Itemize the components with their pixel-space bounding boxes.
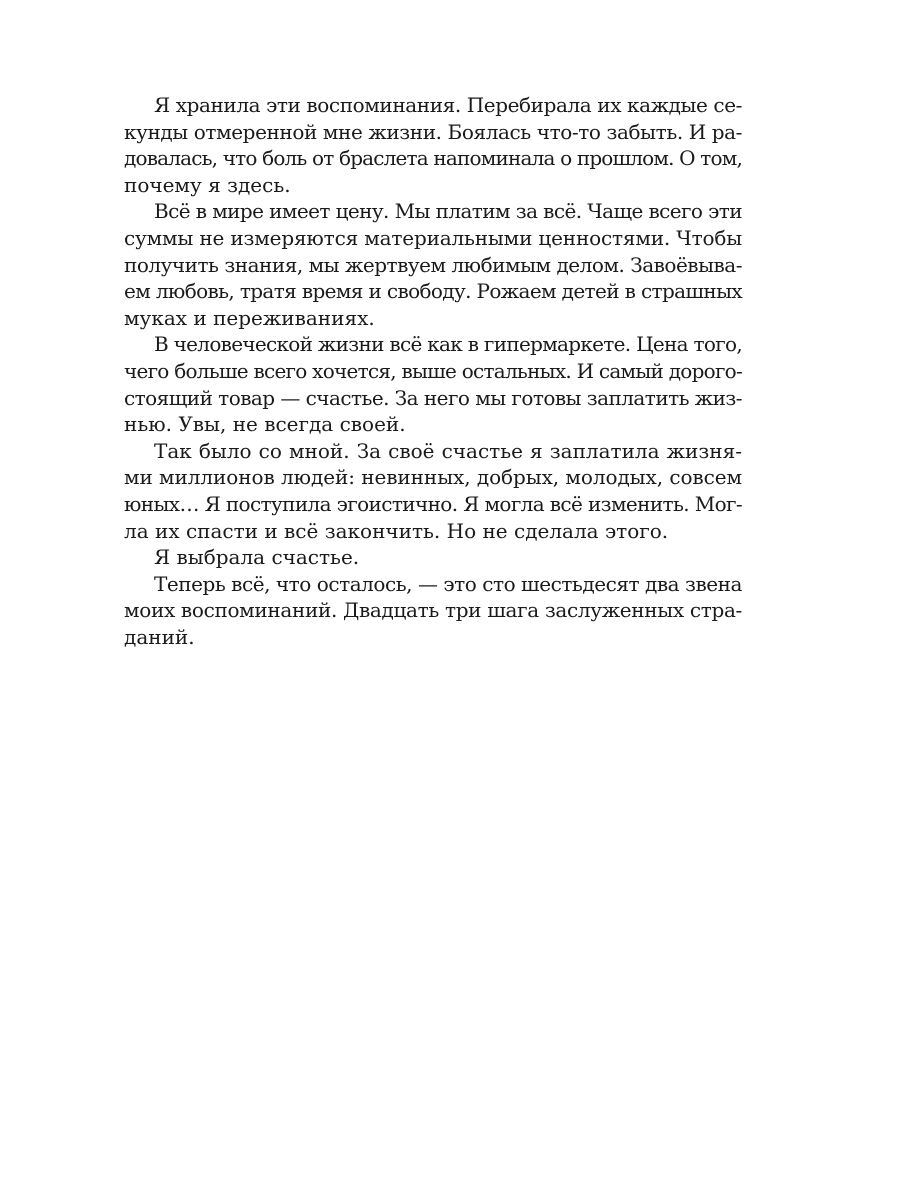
text-line: получить знания, мы жертвуем любимым делом. Завоёвыва- — [124, 252, 742, 277]
text-line: В человеческой жизни всё как в гипермаркете. Цена того, — [154, 332, 742, 357]
paragraph-1 — [124, 92, 742, 198]
text-line: Всё в мире имеет цену. Мы платим за всё. Чаще всего эти — [154, 199, 742, 224]
paragraph-3 — [124, 331, 742, 437]
paragraph-4 — [124, 438, 742, 544]
paragraph-6 — [124, 571, 742, 651]
text-line: даний. — [124, 624, 195, 649]
paragraph-5 — [124, 544, 742, 571]
text-line: суммы не измеряются материальными ценностями. Чтобы — [124, 225, 742, 250]
text-line: довалась, что боль от браслета напоминала о прошлом. О том, — [124, 146, 743, 171]
text-line: чего больше всего хочется, выше остальных. И самый дорого- — [124, 358, 742, 383]
text-line: Теперь всё, что осталось, — это сто шестьдесят два звена — [154, 571, 742, 596]
text-line: Я выбрала счастье. — [154, 545, 360, 570]
text-line: ми миллионов людей: невинных, добрых, молодых, совсем — [124, 465, 742, 490]
text-line: ем любовь, тратя время и свободу. Рожаем детей в страшных — [124, 279, 742, 304]
text-line: стоящий товар — счастье. За него мы готовы заплатить жиз- — [124, 385, 743, 410]
text-line: Так было со мной. За своё счастье я заплатила жизня- — [154, 438, 742, 463]
paragraph-2 — [124, 198, 742, 331]
body-text — [124, 92, 742, 650]
text-line: муках и переживаниях. — [124, 305, 375, 330]
text-line: юных… Я поступила эгоистично. Я могла всё изменить. Мог- — [124, 491, 742, 516]
text-line: Я хранила эти воспоминания. Перебирала их каждые се- — [154, 93, 742, 117]
text-line: ла их спасти и всё закончить. Но не сделала этого. — [124, 518, 669, 543]
text-line: нью. Увы, не всегда своей. — [124, 412, 406, 437]
text-line: кунды отмеренной мне жизни. Боялась что-то забыть. И ра- — [124, 119, 742, 144]
text-line: моих воспоминаний. Двадцать три шага заслуженных стра- — [124, 598, 742, 623]
text-line: почему я здесь. — [124, 172, 291, 197]
